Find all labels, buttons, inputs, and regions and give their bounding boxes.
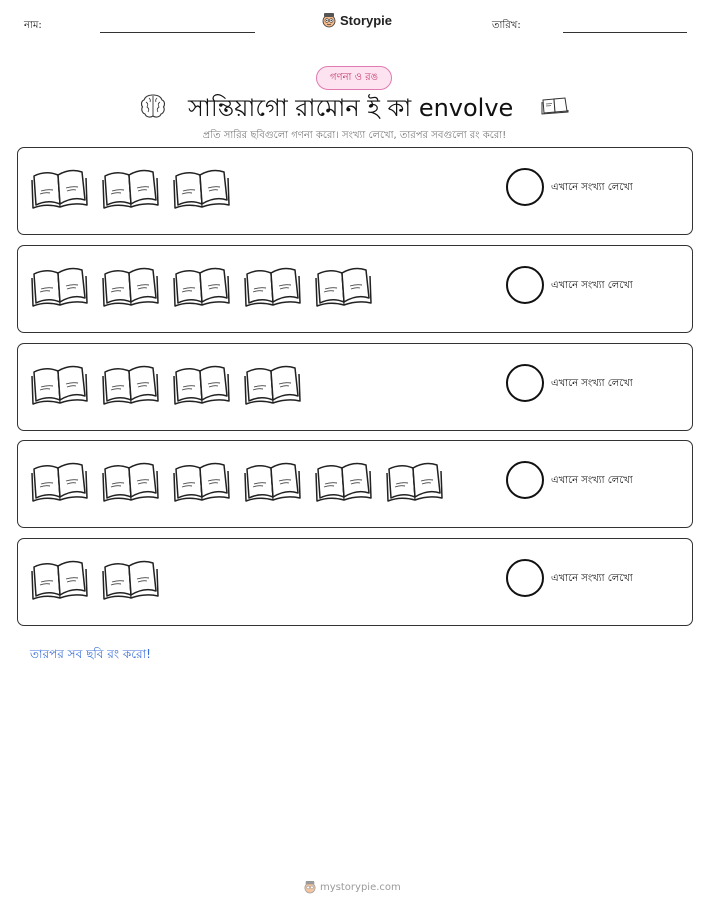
storypie-mascot-icon xyxy=(304,880,316,894)
book-group xyxy=(30,166,230,212)
counting-row-2 xyxy=(17,245,693,333)
answer-circle[interactable] xyxy=(506,461,544,499)
book-icon xyxy=(172,264,230,310)
page-title: সান্তিয়াগো রামোন ই কা envolve xyxy=(188,94,514,122)
name-label: নাম: xyxy=(24,20,42,31)
book-icon xyxy=(172,362,230,408)
date-label: তারিখ: xyxy=(492,20,521,31)
book-icon xyxy=(101,264,159,310)
book-icon xyxy=(30,459,88,505)
book-icon xyxy=(101,166,159,212)
book-icon xyxy=(243,264,301,310)
book-icon xyxy=(540,96,570,116)
name-line[interactable] xyxy=(100,32,255,33)
brain-icon xyxy=(139,92,167,120)
book-icon xyxy=(243,362,301,408)
answer-circle[interactable] xyxy=(506,266,544,304)
footer-instruction: তারপর সব ছবি রং করো! xyxy=(30,647,151,661)
counting-row-5 xyxy=(17,538,693,626)
book-icon xyxy=(101,459,159,505)
counting-row-4 xyxy=(17,440,693,528)
book-icon xyxy=(30,557,88,603)
book-icon xyxy=(30,166,88,212)
topic-badge: গণনা ও রঙ xyxy=(316,66,392,90)
book-icon xyxy=(30,264,88,310)
answer-label: এখানে সংখ্যা লেখো xyxy=(551,573,633,584)
storypie-mascot-icon xyxy=(322,12,336,28)
brand-logo xyxy=(322,12,392,28)
instructions: প্রতি সারির ছবিগুলো গণনা করো। সংখ্যা লেখো, তারপর সবগুলো রং করো! xyxy=(202,130,507,141)
book-icon xyxy=(172,166,230,212)
book-icon xyxy=(30,362,88,408)
answer-label: এখানে সংখ্যা লেখো xyxy=(551,378,633,389)
book-group xyxy=(30,264,372,310)
answer-label: এখানে সংখ্যা লেখো xyxy=(551,280,633,291)
book-icon xyxy=(243,459,301,505)
date-line[interactable] xyxy=(563,32,687,33)
answer-label: এখানে সংখ্যা লেখো xyxy=(551,475,633,486)
book-icon xyxy=(101,362,159,408)
footer-url: mystorypie.com xyxy=(320,881,401,893)
book-icon xyxy=(314,264,372,310)
book-icon xyxy=(101,557,159,603)
answer-label: এখানে সংখ্যা লেখো xyxy=(551,182,633,193)
book-icon xyxy=(314,459,372,505)
footer-brand xyxy=(304,880,401,894)
book-icon xyxy=(172,459,230,505)
answer-circle[interactable] xyxy=(506,364,544,402)
book-group xyxy=(30,459,443,505)
answer-circle[interactable] xyxy=(506,559,544,597)
counting-row-3 xyxy=(17,343,693,431)
counting-row-1 xyxy=(17,147,693,235)
answer-circle[interactable] xyxy=(506,168,544,206)
brand-name: Storypie xyxy=(340,12,393,28)
book-group xyxy=(30,557,159,603)
book-icon xyxy=(385,459,443,505)
book-group xyxy=(30,362,301,408)
